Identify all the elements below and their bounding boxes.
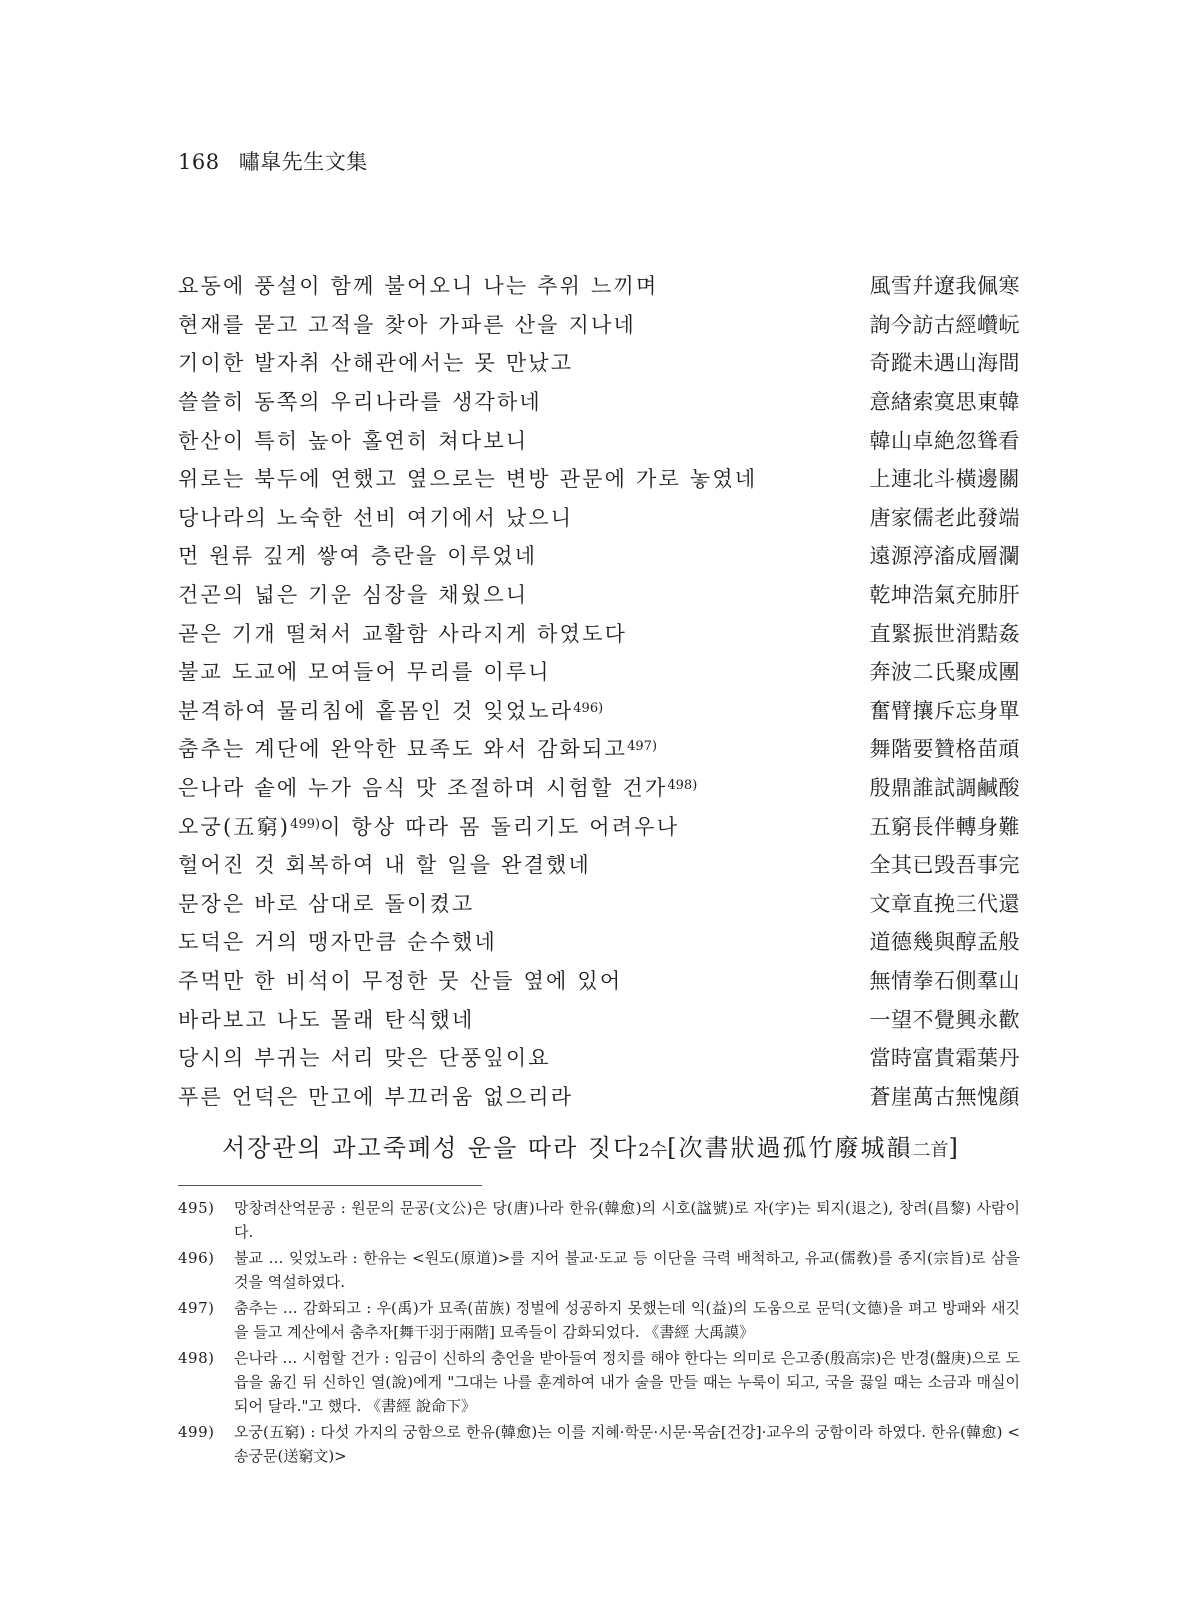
footnote (178, 1296, 1020, 1344)
poem-line-korean (178, 386, 542, 416)
poem-line (178, 382, 1020, 421)
poem-line (178, 922, 1020, 961)
poem-line-korean-text: 위로는 북두에 연했고 옆으로는 변방 관문에 가로 놓였네 (178, 467, 758, 492)
poem-line-korean-text: 먼 원류 깊게 쌓여 층란을 이루었네 (178, 544, 538, 569)
poem-line-hanja: 舞階要贊格苗頑 (869, 737, 1020, 762)
poem-line-korean-text: 불교 도교에 모여들어 무리를 이루니 (178, 660, 551, 685)
poem-line (178, 266, 1020, 305)
poem-line (178, 536, 1020, 575)
footnote-divider (178, 1185, 482, 1186)
poem-line (178, 420, 1020, 459)
poem-line-korean (178, 772, 697, 802)
poem-line-korean (178, 926, 497, 956)
footnote-number: 496) (178, 1249, 215, 1267)
poem-line-korean (178, 540, 537, 570)
poem-line (178, 343, 1020, 382)
poem-line (178, 845, 1020, 884)
poem-line-korean (178, 1042, 551, 1072)
poem-line-korean (178, 811, 679, 841)
next-poem-title (222, 1128, 960, 1163)
footnote (178, 1420, 1020, 1468)
poem-line-hanja: 文章直挽三代還 (869, 891, 1020, 916)
poem-line-hanja: 奇蹤未遇山海間 (869, 351, 1020, 376)
footnote-marker[interactable]: 496) (573, 700, 604, 716)
poem-line-korean-text: 현재를 묻고 고적을 찾아 가파른 산을 지나네 (178, 312, 636, 337)
footnote-text: 춤추는 … 감화되고 : 우(禹)가 묘족(苗族) 정벌에 성공하지 못했는데 익(益)의 도움으로 문덕(文德)을 펴고 방패와 새깃을 들고 계산에서 춤추자[舞干羽于兩階] 묘족들이 감화되었다. 《書經 大禹謨》 (234, 1299, 1020, 1341)
poem-line-hanja: 直緊振世消黠姦 (869, 621, 1020, 646)
poem-line-korean (178, 1004, 474, 1034)
poem-line-korean-text: 기이한 발자취 산해관에서는 못 만났고 (178, 351, 574, 376)
poem-line-hanja: 蒼崖萬古無愧顔 (869, 1084, 1020, 1109)
footnote-text: 불교 … 잊었노라 : 한유는 <원도(原道)>를 지어 불교·도교 등 이단을 극력 배척하고, 유교(儒敎)를 종지(宗旨)로 삼을 것을 역설하였다. (234, 1249, 1020, 1291)
footnote-marker[interactable]: 498) (667, 778, 698, 794)
poem-line (178, 999, 1020, 1038)
footnote-marker[interactable]: 497) (627, 739, 658, 755)
poem-line-korean-text: 헐어진 것 회복하여 내 할 일을 완결했네 (178, 853, 592, 878)
poem-line (178, 806, 1020, 845)
poem-line-korean-text: 당시의 부귀는 서리 맞은 단풍잎이요 (178, 1046, 551, 1071)
poem-line-korean (178, 270, 658, 300)
footnote (178, 1196, 1020, 1244)
poem-line-korean-pre: 오궁(五窮) (178, 814, 291, 839)
page-header (178, 146, 368, 176)
poem-line-hanja: 遠源渟滀成層瀾 (869, 544, 1020, 569)
poem-line (178, 1038, 1020, 1077)
poem-line-hanja: 意緖索寞思東韓 (869, 390, 1020, 415)
poem-line-hanja: 韓山卓絶忽聳看 (869, 428, 1020, 453)
poem-line (178, 575, 1020, 614)
page-number: 168 (178, 150, 220, 174)
footnote (178, 1346, 1020, 1418)
poem-line-korean-text: 요동에 풍설이 함께 불어오니 나는 추위 느끼며 (178, 274, 659, 299)
poem-line (178, 305, 1020, 344)
title-close: ] (948, 1134, 960, 1162)
poem-line-hanja: 無情拳石側羣山 (869, 968, 1020, 993)
poem-line (178, 768, 1020, 807)
poem-line-korean (178, 656, 551, 686)
poem-line-korean-text: 춤추는 계단에 완악한 묘족도 와서 감화되고 (178, 737, 628, 762)
footnote-text: 은나라 … 시험할 건가 : 임금이 신하의 충언을 받아들여 정치를 해야 한다는 의미로 은고종(殷高宗)은 반경(盤庚)으로 도읍을 옮긴 뒤 신하인 열(說)에게 "그대는 나를 훈계하여 내가 술을 만들 때는 누룩이 되고, 국을 끓일 때는 소금과 매실이 되어 달라."고 했다. 《書經 說命下》 (234, 1349, 1020, 1415)
poem-line-korean (178, 965, 622, 995)
poem-line-korean-text: 문장은 바로 삼대로 돌이켰고 (178, 891, 475, 916)
footnote-text: 망창려산억문공 : 원문의 문공(文公)은 당(唐)나라 한유(韓愈)의 시호(諡號)로 자(字)는 퇴지(退之), 창려(昌黎) 사람이다. (234, 1199, 1020, 1241)
poem-line-korean-text: 이 항상 따라 몸 돌리기도 어려우나 (320, 814, 680, 839)
poem-line (178, 884, 1020, 923)
poem-line-hanja: 奮臂攘斥忘身單 (869, 698, 1020, 723)
poem-line (178, 691, 1020, 730)
poem-line-korean-text: 푸른 언덕은 만고에 부끄러움 없으리라 (178, 1084, 574, 1109)
poem-line (178, 729, 1020, 768)
poem-line-korean-text: 분격하여 물리침에 홑몸인 것 잊었노라 (178, 698, 574, 723)
poem-line-korean-text: 은나라 솥에 누가 음식 맛 조절하며 시험할 건가 (178, 776, 668, 801)
poem-line-hanja: 殷鼎誰試調鹹酸 (869, 776, 1020, 801)
title-main: 서장관의 과고죽폐성 운을 따라 짓다 (222, 1134, 639, 1162)
title-hanja: [次書狀過孤竹廢城韻 (667, 1134, 913, 1162)
poem-line-hanja: 乾坤浩氣充肺肝 (869, 583, 1020, 608)
title-count: 2수 (638, 1140, 668, 1161)
poem-line (178, 613, 1020, 652)
footnote-text: 오궁(五窮) : 다섯 가지의 궁함으로 한유(韓愈)는 이를 지혜·학문·시문·목숨[건강]·교우의 궁함이라 하였다. 한유(韓愈) <송궁문(送窮文)> (234, 1423, 1020, 1465)
poem-line-hanja: 五窮長伴轉身難 (869, 814, 1020, 839)
poem-line-korean-text: 바라보고 나도 몰래 탄식했네 (178, 1007, 475, 1032)
poem-line (178, 961, 1020, 1000)
poem-line-korean-text: 도덕은 거의 맹자만큼 순수했네 (178, 930, 497, 955)
poem-line-korean-text: 건곤의 넓은 기운 심장을 채웠으니 (178, 583, 529, 608)
poem-line (178, 652, 1020, 691)
poem-line-korean (178, 849, 591, 879)
poem-line-korean (178, 888, 474, 918)
footnotes (178, 1196, 1020, 1470)
poem-line-hanja: 奔波二氏聚成團 (869, 660, 1020, 685)
poem-line-korean (178, 347, 573, 377)
poem-line (178, 459, 1020, 498)
footnote-number: 499) (178, 1423, 215, 1441)
footnote-number: 498) (178, 1349, 215, 1367)
footnote-marker[interactable]: 499) (290, 816, 321, 832)
poem-line-hanja: 當時富貴霜葉丹 (869, 1046, 1020, 1071)
poem (178, 266, 1020, 1115)
poem-line (178, 1076, 1020, 1115)
poem-line-korean (178, 579, 528, 609)
poem-line-hanja: 風雪幷遼我佩寒 (869, 274, 1020, 299)
poem-line-korean (178, 618, 627, 648)
poem-line-hanja: 全其已毁吾事完 (869, 853, 1020, 878)
footnote-number: 497) (178, 1299, 215, 1317)
poem-line-hanja: 上連北斗橫邊關 (869, 467, 1020, 492)
poem-line-hanja: 詢今訪古經巑岏 (869, 312, 1020, 337)
poem-line-korean-text: 주먹만 한 비석이 무정한 뭇 산들 옆에 있어 (178, 968, 623, 993)
poem-line-korean (178, 695, 603, 725)
poem-line-korean-text: 한산이 특히 높아 홀연히 쳐다보니 (178, 428, 529, 453)
footnote (178, 1246, 1020, 1294)
poem-line-korean (178, 425, 528, 455)
footnote-number: 495) (178, 1199, 215, 1217)
poem-line-korean (178, 309, 636, 339)
poem-line-korean (178, 733, 657, 763)
poem-line-korean (178, 1081, 573, 1111)
poem-line-korean-text: 당나라의 노숙한 선비 여기에서 났으니 (178, 505, 574, 530)
book-title: 嘯皐先生文集 (238, 150, 368, 174)
poem-line (178, 498, 1020, 537)
poem-line-korean-text: 곧은 기개 떨쳐서 교활함 사라지게 하였도다 (178, 621, 628, 646)
poem-line-hanja: 道德幾與醇孟般 (869, 930, 1020, 955)
poem-line-korean (178, 463, 757, 493)
title-hanja-small: 二首 (912, 1140, 949, 1161)
poem-line-korean-text: 쓸쓸히 동쪽의 우리나라를 생각하네 (178, 390, 542, 415)
poem-line-korean (178, 502, 573, 532)
poem-line-hanja: 唐家儒老此發端 (869, 505, 1020, 530)
poem-line-hanja: 一望不覺興永歡 (869, 1007, 1020, 1032)
